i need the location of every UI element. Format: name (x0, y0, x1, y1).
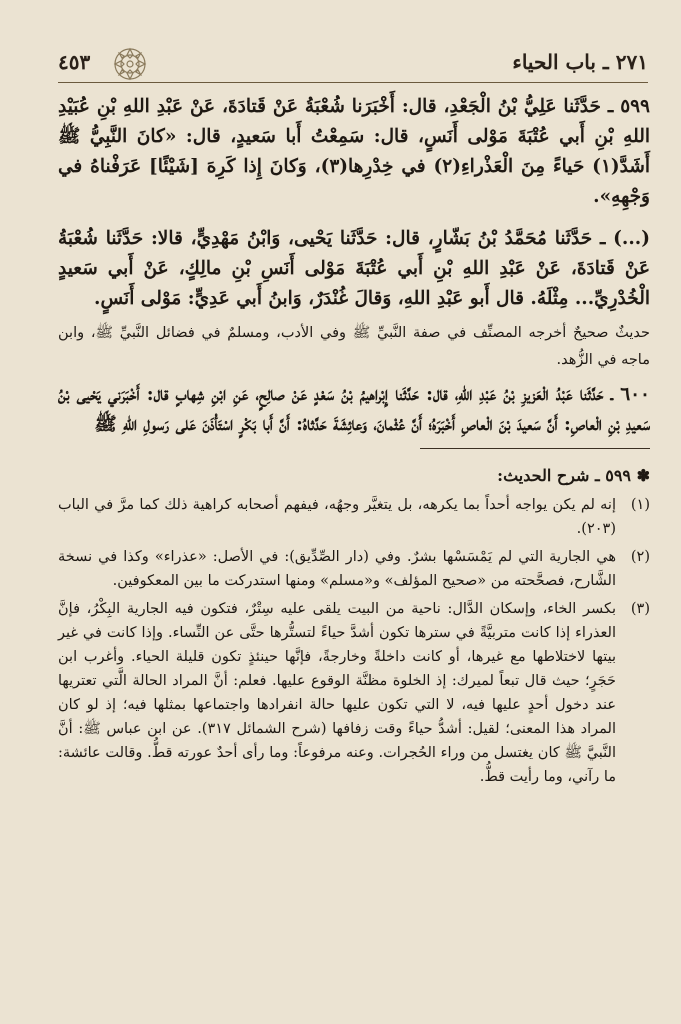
footnote-number: (٢) (630, 549, 650, 565)
hadith-599: ٥٩٩ ـ حَدَّثَنا عَلِيُّ بْنُ الْجَعْدِ، قال: أَخْبَرَنا شُعْبَةُ عَنْ قَتادَةَ، عَنْ عَبْدِ اللهِ بْنِ عُبَيْدِ اللهِ بْنِ أَبي عُتْبَةَ مَوْلى أَنَسٍ، قال: سَمِعْتُ أَبا سَعيدٍ، قال: «كانَ النَّبِيُّ ﷺ أَشَدَّ(١) حَياءً مِنَ الْعَذْراءِ(٢) في خِدْرِها(٣)، وَكانَ إِذا كَرِهَ [شَيْئًا] عَرَفْناهُ في وَجْهِهِ». (58, 96, 650, 207)
footnote-divider (420, 448, 650, 449)
footnote-text: إنه لم يكن يواجه أحداً بما يكرهه، بل يتغيَّر وجهُه، فيفهم أصحابه كراهية ذلك كما مرَّ في الباب (٢٠٣). (58, 497, 616, 537)
footnote-3 (58, 597, 650, 789)
hadith-takhrij: حديثٌ صحيحٌ أخرجه المصنِّف في صفة النَّبيِّ ﷺ وفي الأدب، ومسلمٌ في فضائل النَّبيِّ ﷺ، وابن ماجه في الزُّهد. (58, 325, 650, 368)
footnote-number: (١) (630, 497, 650, 513)
page-number: ٤٥٣ (58, 50, 91, 74)
footnote-text: بكسر الخاء، وإسكان الدَّال: ناحية من البيت يلقى عليه سِتْرٌ، فتكون فيه الجارية البِكْرُ، فإنَّ العذراء إذا كانت متربيَّةً في سترها تكون أشدَّ حياءً لتستُّرها حتَّى عن النِّساء. وإذا كانت في غير بيتها لاختلاطها مع غيرها، أو كانت داخلةً وخارجةً، فإنَّها حينئذٍ تكون قليلة الحياء. وأغرب ابن حَجَرٍ؛ حيث قال تبعاً لميرك: إذ الخلوة مظنَّة الوقوع عليها. فعلم: أنَّ المراد الحالة الَّتي تعتريها عند دخول أحدٍ عليها فيه، لا التي تكون عليها حالة انفرادها واجتماعها بمثلها فيه؛ إذ لو كان المراد هذا المعنى؛ لقيل: أشدُّ حياءً وقت زفافها (شرح الشمائل ٣١٧). عن ابن عباس ﷺ: أنَّ النَّبيَّ ﷺ كان يغتسل من وراء الحُجرات. وعنه مرفوعاً: وما رأى أحدٌ عورته قطُّ. وقالت عائشة: ما رآني، وما رأيت قطُّ. (58, 601, 616, 785)
footnote-2 (58, 545, 650, 593)
page-header (58, 48, 648, 83)
rosette-ornament-icon (110, 44, 150, 84)
page-body (58, 92, 650, 789)
footnote-number: (٣) (630, 601, 650, 617)
hadith-599-chain: (...) ـ حَدَّثَنا مُحَمَّدُ بْنُ بَشّارٍ، قال: حَدَّثَنا يَحْيى، وَابْنُ مَهْدِيٍّ، قالا: حَدَّثَنا شُعْبَةُ عَنْ قَتادَةَ، عَنْ عَبْدِ اللهِ بْنِ أَبي عُتْبَةَ مَوْلى أَنَسِ بْنِ مالِكٍ، عَنْ أَبي سَعيدٍ الْخُدْرِيِّ... مِثْلَهُ. قال أَبو عَبْدِ اللهِ، وَقالَ غُنْدَرٌ، وَابنُ أَبي عَدِيٍّ: مَوْلى أَنَسٍ. (58, 228, 650, 309)
footnote-text: هي الجارية التي لم يَمْسَسْها بشرٌ. وفي (دار الصِّدِّيق): في الأصل: «عذراء» وكذا في نسخة الشَّارح، فصحَّحته من «صحيح المؤلف» و«مسلم» ومنها استدركت ما بين المعكوفين. (58, 549, 616, 589)
footnote-1 (58, 493, 650, 541)
chapter-title: ٢٧١ ـ باب الحياء (512, 50, 648, 74)
sharh-title: ✽ ٥٩٩ ـ شرح الحديث: (497, 466, 650, 485)
hadith-600: ٦٠٠ ـ حَدَّثَنا عَبْدُ الْعَزيزِ بْنُ عَبْدِ اللهِ، قال: حَدَّثَنا إِبْراهيمُ بْنُ سَعْدٍ عَنْ صالِحٍ، عَنِ ابْنِ شِهابٍ قال: أَخْبَرَني يَحْيى بْنُ سَعيدِ بْنِ الْعاصِ: أَنَّ سَعيدَ بْنَ الْعاصِ أَخْبَرَهُ؛ أَنَّ عُثْمانَ، وَعائِشَةَ حَدَّثاهُ: أَنَّ أَبا بَكْرٍ اسْتَأْذَنَ عَلى رَسولِ اللهِ ﷺ (58, 384, 650, 435)
